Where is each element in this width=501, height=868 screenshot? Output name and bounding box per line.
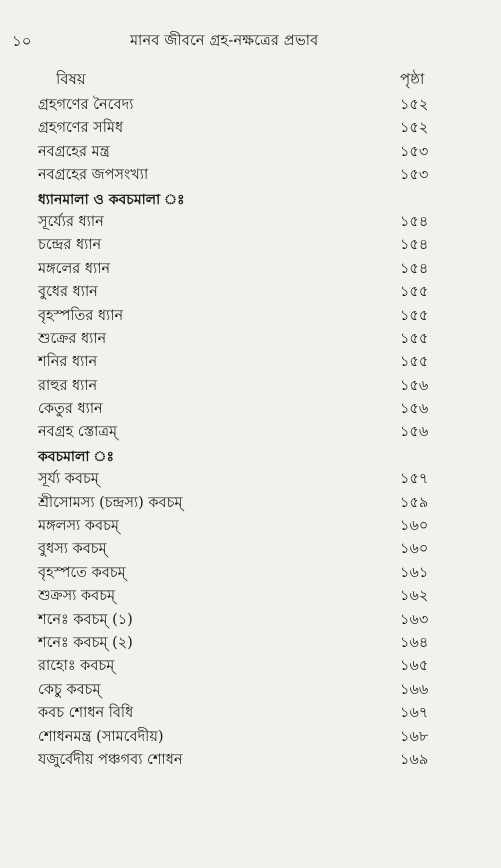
entry-page-number: ১৫৬ (400, 377, 429, 394)
toc-entry (0, 560, 501, 583)
entry-page-number: ১৫৫ (400, 330, 429, 347)
entry-page-number: ১৬৫ (400, 658, 429, 675)
entry-page-number: ১৬৩ (400, 611, 429, 628)
entry-title: গ্রহগণের সমিধ (38, 120, 124, 137)
toc-entry (0, 373, 501, 396)
toc-entry (0, 115, 501, 138)
toc-entry (0, 209, 501, 232)
entry-title: মঙ্গলের ধ্যান (38, 260, 111, 277)
toc-entry (0, 419, 501, 442)
entry-page-number: ১৬৭ (400, 705, 429, 722)
toc-entry (0, 139, 501, 162)
table-of-contents (0, 92, 501, 770)
running-head (0, 30, 501, 56)
toc-entry (0, 583, 501, 606)
entry-title: চন্দ্রের ধ্যান (38, 237, 102, 254)
toc-entry (0, 349, 501, 372)
entry-page-number: ১৫৭ (400, 471, 429, 488)
entry-page-number: ১৫৪ (400, 237, 429, 254)
entry-title: সূর্য্যের ধ্যান (38, 213, 104, 230)
entry-title: কেচু কবচম্ (38, 681, 101, 698)
entry-page-number: ১৬০ (400, 518, 429, 535)
entry-title: মঙ্গলস্য কবচম্ (38, 518, 119, 535)
entry-title: রাহুর ধ্যান (38, 377, 98, 394)
entry-page-number: ১৬৯ (400, 751, 429, 768)
toc-entry (0, 536, 501, 559)
entry-page-number: ১৫৩ (400, 143, 429, 160)
entry-page-number: ১৬৪ (400, 634, 429, 651)
entry-title: ধ্যানমালা ও কবচমালা ঃ (38, 191, 185, 208)
entry-page-number: ১৬১ (400, 564, 429, 581)
entry-title: কবচমালা ঃ (38, 448, 114, 465)
toc-entry (0, 630, 501, 653)
entry-title: শুক্রের ধ্যান (38, 330, 107, 347)
entry-title: বৃহস্পতির ধ্যান (38, 307, 124, 324)
section-heading (0, 443, 501, 466)
toc-entry (0, 92, 501, 115)
entry-title: বুধের ধ্যান (38, 284, 98, 301)
entry-title: নবগ্রহের জপসংখ্যা (38, 167, 149, 184)
toc-entry (0, 700, 501, 723)
toc-entry (0, 466, 501, 489)
entry-page-number: ১৫৩ (400, 167, 429, 184)
toc-entry (0, 724, 501, 747)
entry-title: কবচ শোধন বিধি (38, 705, 134, 722)
entry-page-number: ১৫৯ (400, 494, 429, 511)
entry-title: রাহোঃ কবচম্ (38, 658, 115, 675)
toc-entry (0, 653, 501, 676)
toc-entry (0, 607, 501, 630)
entry-page-number: ১৫৪ (400, 213, 429, 230)
book-title: মানব জীবনে গ্রহ-নক্ষত্রের প্রভাব (130, 33, 319, 49)
entry-title: কেতুর ধ্যান (38, 401, 103, 418)
entry-page-number: ১৬০ (400, 541, 429, 558)
entry-title: যজুর্বেদীয় পঞ্চগব্য শোধন (38, 751, 183, 768)
entry-title: শ্রীসোমস্য (চন্দ্রস্য) কবচম্ (38, 494, 183, 511)
entry-title: গ্রহগণের নৈবেদ্য (38, 97, 134, 113)
entry-page-number: ১৬৬ (400, 681, 429, 698)
entry-title: নবগ্রহের মন্ত্র (38, 143, 110, 160)
toc-entry (0, 232, 501, 255)
entry-title: শনির ধ্যান (38, 354, 98, 371)
entry-page-number: ১৬৮ (400, 728, 429, 745)
toc-entry (0, 490, 501, 513)
toc-entry (0, 326, 501, 349)
entry-title: নবগ্রহ স্তোত্রম্ (38, 424, 118, 441)
page-column-heading: পৃষ্ঠা (400, 70, 425, 88)
entry-title: শনেঃ কবচম্ (২) (38, 634, 133, 651)
toc-entry (0, 279, 501, 302)
toc-entry (0, 303, 501, 326)
entry-page-number: ১৫৬ (400, 424, 429, 441)
toc-entry (0, 677, 501, 700)
entry-title: শুক্রস্য কবচম্ (38, 588, 116, 605)
entry-title: শোধনমন্ত্র (সামবেদীয়) (38, 728, 164, 745)
toc-entry (0, 162, 501, 185)
entry-title: বুধস্য কবচম্ (38, 541, 107, 558)
entry-page-number: ১৬২ (400, 588, 429, 605)
entry-page-number: ১৫৫ (400, 307, 429, 324)
section-heading (0, 186, 501, 209)
entry-page-number: ১৫৫ (400, 354, 429, 371)
entry-page-number: ১৫৪ (400, 260, 429, 277)
page-number: ১০ (12, 32, 32, 50)
toc-entry (0, 513, 501, 536)
toc-entry (0, 396, 501, 419)
entry-page-number: ১৫৬ (400, 401, 429, 418)
entry-title: সূর্য্য কবচম্ (38, 471, 99, 488)
entry-title: শনেঃ কবচম্ (১) (38, 611, 133, 628)
toc-entry (0, 747, 501, 770)
entry-page-number: ১৫২ (400, 120, 429, 137)
entry-page-number: ১৫৫ (400, 284, 429, 301)
entry-title: বৃহস্পতে কবচম্ (38, 564, 126, 581)
entry-page-number: ১৫২ (400, 97, 429, 113)
subject-column-heading: বিষয় (56, 70, 86, 88)
toc-entry (0, 256, 501, 279)
